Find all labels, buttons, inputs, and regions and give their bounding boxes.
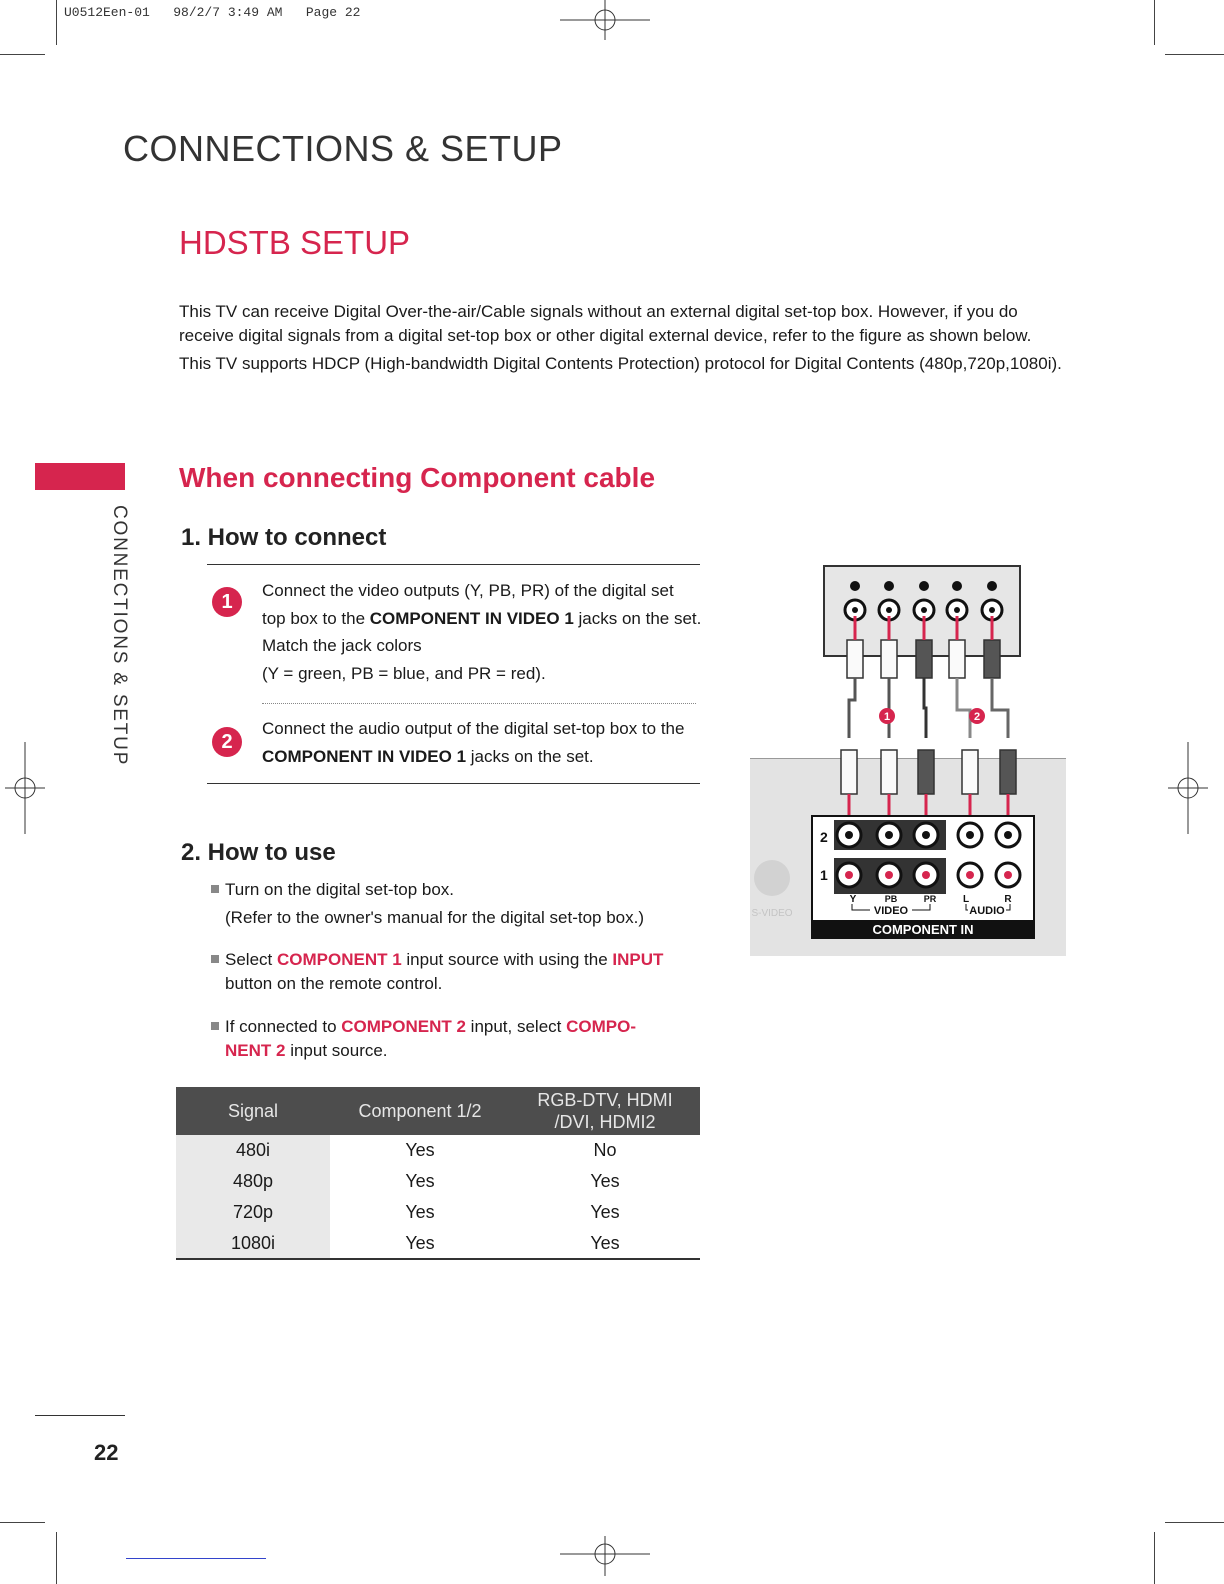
step-2-badge: 2 xyxy=(212,727,242,757)
tv-panel-edge xyxy=(750,758,1066,759)
jack-label-r: R xyxy=(1004,894,1012,905)
crop-mark xyxy=(0,54,45,55)
column-header: Signal xyxy=(176,1087,330,1135)
input-source-name: NENT 2 xyxy=(225,1041,286,1060)
component-connection-diagram xyxy=(750,560,1070,960)
column-header-line: /DVI, HDMI2 xyxy=(554,1112,656,1132)
how-to-connect-heading: 1. How to connect xyxy=(181,524,387,551)
registration-mark-icon xyxy=(560,1536,650,1576)
step-text-segment: jacks on the set. xyxy=(466,746,594,766)
s-video-label: S-VIDEO xyxy=(751,908,793,919)
table-cell: Yes xyxy=(590,1171,620,1191)
column-header: Component 1/2 xyxy=(330,1087,510,1135)
how-to-use-heading: 2. How to use xyxy=(181,839,336,866)
table-row xyxy=(176,1197,700,1228)
table-cell: Yes xyxy=(330,1228,510,1259)
side-section-label: CONNECTIONS & SETUP xyxy=(109,505,130,767)
footer-divider xyxy=(35,1415,125,1416)
footer-link-underline xyxy=(126,1558,266,1559)
crop-mark xyxy=(56,0,57,45)
use-item xyxy=(211,948,701,996)
table-row xyxy=(176,1228,700,1259)
row-1-label: 1 xyxy=(820,867,828,883)
use-item-text: Turn on the digital set-top box. xyxy=(225,880,455,899)
input-source-name: COMPO- xyxy=(566,1017,636,1036)
jack-label-y: Y xyxy=(849,894,857,905)
jack-label-pb: PB xyxy=(884,894,898,904)
divider xyxy=(207,783,700,784)
use-item-text: input source. xyxy=(285,1041,388,1060)
intro-text xyxy=(179,300,1069,380)
crop-mark xyxy=(0,1522,45,1523)
bullet-icon xyxy=(211,1022,219,1030)
registration-mark-icon xyxy=(1168,742,1208,834)
use-item-note: (Refer to the owner's manual for the digital set-top box.) xyxy=(225,908,645,927)
table-header-row xyxy=(176,1087,700,1135)
section-title: CONNECTIONS & SETUP xyxy=(123,128,563,169)
use-item xyxy=(211,878,701,930)
table-cell: Yes xyxy=(405,1202,435,1222)
step-text-segment: Connect the audio output of the digital set-top box to the xyxy=(262,719,685,738)
crop-mark xyxy=(1165,54,1224,55)
use-item-text: If connected to xyxy=(225,1017,342,1036)
video-group-label: VIDEO xyxy=(873,905,909,917)
use-item xyxy=(211,1015,701,1063)
column-header-line: RGB-DTV, HDMI xyxy=(537,1090,673,1110)
use-item-text: input, select xyxy=(465,1017,567,1036)
intro-paragraph: This TV supports HDCP (High-bandwidth Digital Contents Protection) protocol for Digital Contents (480p,720p,1080i). xyxy=(179,354,1062,373)
step-text-segment: jacks on the set. Match the jack colors xyxy=(262,608,702,655)
side-tab-marker xyxy=(35,463,125,490)
jack-label-pr: PR xyxy=(923,894,937,904)
table-cell: 480i xyxy=(176,1135,330,1166)
page-title: HDSTB SETUP xyxy=(179,224,411,261)
step-2-text xyxy=(262,715,702,770)
use-item-text: Select xyxy=(225,950,277,969)
signal-support-table xyxy=(176,1087,700,1260)
table-cell: 480p xyxy=(176,1166,330,1197)
divider xyxy=(207,564,700,565)
audio-group-label: AUDIO xyxy=(969,905,1005,917)
input-source-name: COMPONENT 1 xyxy=(276,950,402,969)
bullet-icon xyxy=(211,955,219,963)
crop-mark xyxy=(1165,1522,1224,1523)
table-cell: Yes xyxy=(510,1228,700,1259)
use-item-text: button on the remote control. xyxy=(225,974,443,993)
column-header xyxy=(510,1087,700,1135)
subsection-title: When connecting Component cable xyxy=(179,462,656,493)
intro-paragraph: This TV can receive Digital Over-the-air/Cable signals without an external digital set-top box. However, if you do receive digital signals from a digital set-top box or other digital external device, refer to the figure as shown below. xyxy=(179,302,1032,345)
table-row xyxy=(176,1135,700,1166)
table-cell: Yes xyxy=(405,1140,435,1160)
jack-label-l: L xyxy=(962,894,970,905)
crop-mark xyxy=(56,1532,57,1584)
step-1-marker-label: 1 xyxy=(883,711,891,723)
bullet-icon xyxy=(211,885,219,893)
step-2-marker-label: 2 xyxy=(973,711,981,723)
registration-mark-icon xyxy=(560,0,650,40)
step-text-segment: Connect the video outputs (Y, PB, PR) of the digital set top box to the xyxy=(262,581,674,628)
table-row xyxy=(176,1166,700,1197)
input-source-name: COMPONENT 2 xyxy=(341,1017,466,1036)
jack-name: COMPONENT IN VIDEO 1 xyxy=(369,608,574,628)
jack-name: COMPONENT IN VIDEO 1 xyxy=(262,746,467,766)
dotted-divider xyxy=(262,703,696,704)
registration-mark-icon xyxy=(5,742,45,834)
use-item-text: input source with using the xyxy=(401,950,613,969)
table-cell: No xyxy=(593,1140,617,1160)
s-video-jack-icon xyxy=(754,860,790,896)
step-1-text xyxy=(262,577,702,687)
table-cell: Yes xyxy=(405,1171,435,1191)
jack-color-note: (Y = green, PB = blue, and PR = red). xyxy=(262,663,546,683)
row-2-label: 2 xyxy=(820,829,828,845)
table-cell: Yes xyxy=(590,1202,620,1222)
table-cell: 1080i xyxy=(176,1228,330,1259)
component-in-label: COMPONENT IN xyxy=(872,922,974,937)
page-number: 22 xyxy=(94,1440,119,1465)
crop-mark xyxy=(1154,0,1155,45)
crop-mark xyxy=(1154,1532,1155,1584)
print-header-meta: U0512Een-01 98/2/7 3:49 AM Page 22 xyxy=(64,5,361,20)
button-name: INPUT xyxy=(612,950,664,969)
table-cell: 720p xyxy=(176,1197,330,1228)
cables xyxy=(849,678,1008,738)
step-1-badge: 1 xyxy=(212,587,242,617)
